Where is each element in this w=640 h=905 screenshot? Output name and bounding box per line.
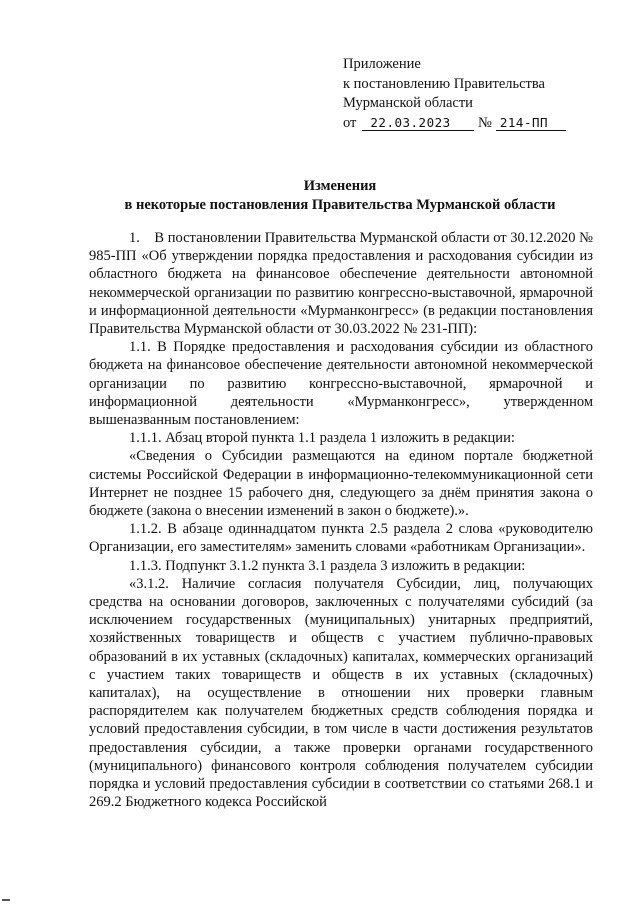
attachment-region-line: Мурманской области [343,95,473,111]
paragraph-quote-2: «3.1.2. Наличие согласия получателя Субсидии, лиц, получающих средства на основании договоров, заключенных с получателями субсидий (за исключением государственных (муниципальных) унитарных предприятий, хозяйственных товариществ и обществ с участием публично-правовых образований в их уставных (складочных) капиталах, коммерческих организаций с участием таких товариществ и обществ в их уставных (складочных) капиталах), на осуществление в отношении них проверки главным распорядителем как получателем бюджетных средств соблюдения порядка и условий предоставления субсидии, в том числе в части достижения результатов предоставления субсидии, а также проверки органами государственного (муниципального) финансового контроля соблюдения получателем субсидии порядка и условий предоставления субсидии в соответствии со статьями 268.1 и 269.2 Бюджетного кодекса Российской [89,575,593,811]
document-subtitle: в некоторые постановления Правительства Мурманской области [124,197,556,213]
paragraph-quote-1: «Сведения о Субсидии размещаются на едином портале бюджетной системы Российской Федерации в информационно-телекоммуникационной сети Интернет не позднее 15 рабочего дня, следующего за днём принятия закона о бюджете (закона о внесении изменений в закон о бюджете).». [89,448,593,520]
document-title: Изменения [303,178,377,194]
attachment-decree-line: к постановлению Правительства [343,75,545,92]
paragraph-1: 1. В постановлении Правительства Мурманской области от 30.12.2020 № 985-ПП «Об утверждении порядка предоставления и расходования субсидии из областного бюджета на финансовое обеспечение деятельности автономной некоммерческой организации по развитию конгрессно-выставочной, ярмарочной и информационной деятельности «Мурманконгресс» (в редакции постановления Правительства Мурманской области от 30.03.2022 № 231-ПП): [89,230,593,338]
scan-mark [2,899,10,901]
attachment-date-number-line [343,114,603,134]
attachment-block [343,55,603,133]
paragraph-1-1: 1.1. В Порядке предоставления и расходования субсидии из областного бюджета на финансовое обеспечение деятельности автономной некоммерческой организации по развитию конгрессно-выставочной, ярмарочной и информационной деятельности «Мурманконгресс», утвержденном вышеназванным постановлением: [89,339,593,429]
date-prefix: от [343,114,357,131]
number-prefix: № [478,114,492,131]
attachment-label: Приложение [343,56,421,72]
paragraph-1-1-2: 1.1.2. В абзаце одиннадцатом пункта 2.5 раздела 2 слова «руководителю Организации, его заместителям» заменить словами «работникам Организации». [89,521,593,556]
paragraph-1-1-3: 1.1.3. Подпункт 3.1.2 пункта 3.1 раздела 3 изложить в редакции: [129,557,526,574]
paragraph-1-1-1: 1.1.1. Абзац второй пункта 1.1 раздела 1 изложить в редакции: [129,430,515,447]
decree-number: 214-ПП [496,115,566,131]
decree-date: 22.03.2023 [362,115,474,131]
document-body [89,229,593,812]
